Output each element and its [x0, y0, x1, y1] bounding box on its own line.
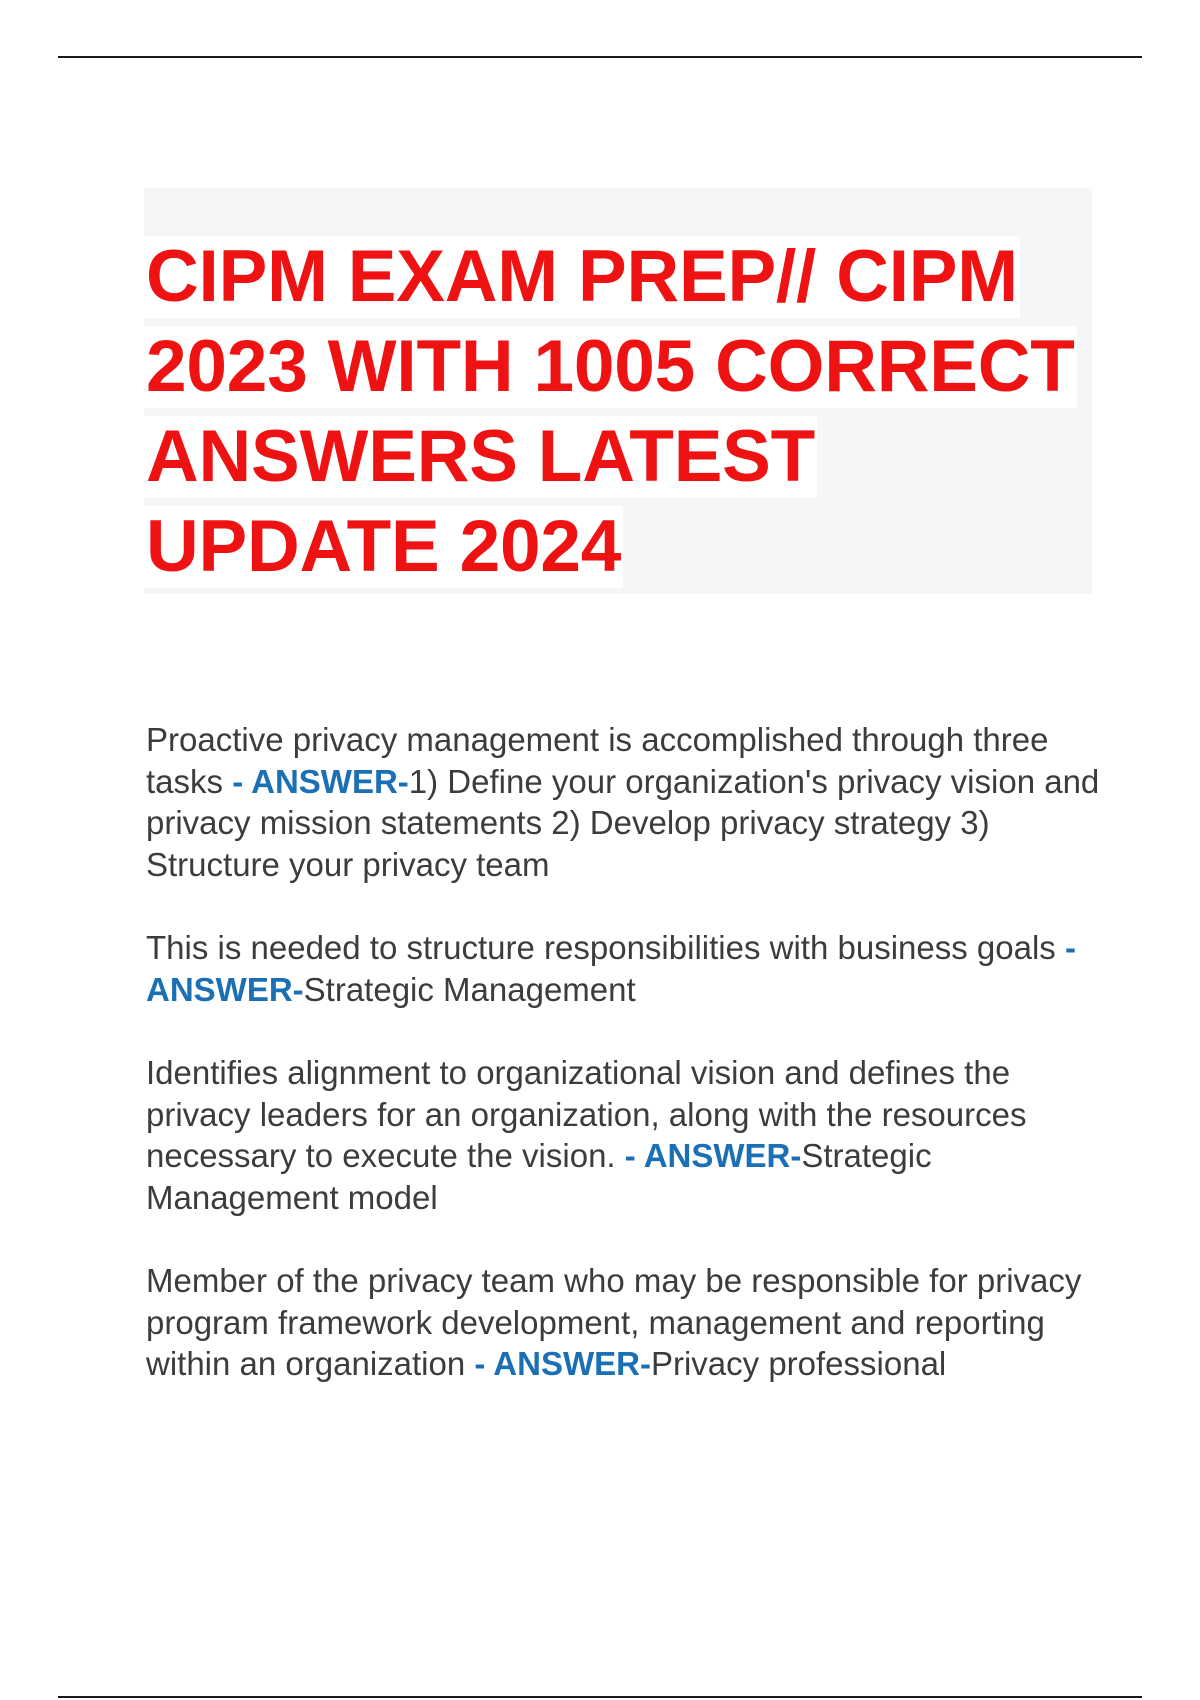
- answer-text: Strategic Management: [303, 970, 636, 1008]
- question-text: Member of the privacy team who may be responsible for privacy program framework development, management and reporting within an organization: [146, 1262, 1082, 1382]
- answer-tag: - ANSWER-: [232, 762, 409, 800]
- answer-tag: - ANSWER-: [474, 1345, 651, 1382]
- qa-paragraph: [146, 1260, 1106, 1385]
- bottom-rule: [58, 1696, 1142, 1698]
- top-rule: [58, 56, 1142, 58]
- qa-paragraph: [146, 719, 1106, 885]
- title-line-4: UPDATE 2024: [146, 506, 622, 587]
- qa-paragraph: [146, 1052, 1106, 1218]
- qa-paragraph: [146, 927, 1106, 1010]
- qa-item-2: [146, 927, 1106, 1010]
- qa-item-4: [146, 1260, 1106, 1385]
- title-line-3: ANSWERS LATEST: [146, 416, 816, 497]
- qa-list: [146, 719, 1106, 1427]
- title-line-1: CIPM EXAM PREP// CIPM: [146, 236, 1018, 317]
- question-text: This is needed to structure responsibilities with business goals: [146, 929, 1065, 966]
- question-text: Identifies alignment to organizational vision and defines the privacy leaders for an organization, along with the resources necessary to execute the vision.: [146, 1054, 1027, 1174]
- question-text: Proactive privacy management is accomplished through three tasks: [146, 721, 1049, 800]
- title-panel: [144, 188, 1092, 594]
- answer-text: Strategic Management model: [146, 1137, 932, 1216]
- qa-item-3: [146, 1052, 1106, 1218]
- title-line-2: 2023 WITH 1005 CORRECT: [146, 326, 1075, 407]
- answer-tag: - ANSWER-: [146, 929, 1076, 1008]
- answer-text: 1) Define your organization's privacy vision and privacy mission statements 2) Develop privacy strategy 3) Structure your privacy team: [146, 762, 1100, 883]
- qa-item-1: [146, 719, 1106, 885]
- answer-tag: - ANSWER-: [624, 1137, 802, 1174]
- answer-text: Privacy professional: [650, 1345, 947, 1382]
